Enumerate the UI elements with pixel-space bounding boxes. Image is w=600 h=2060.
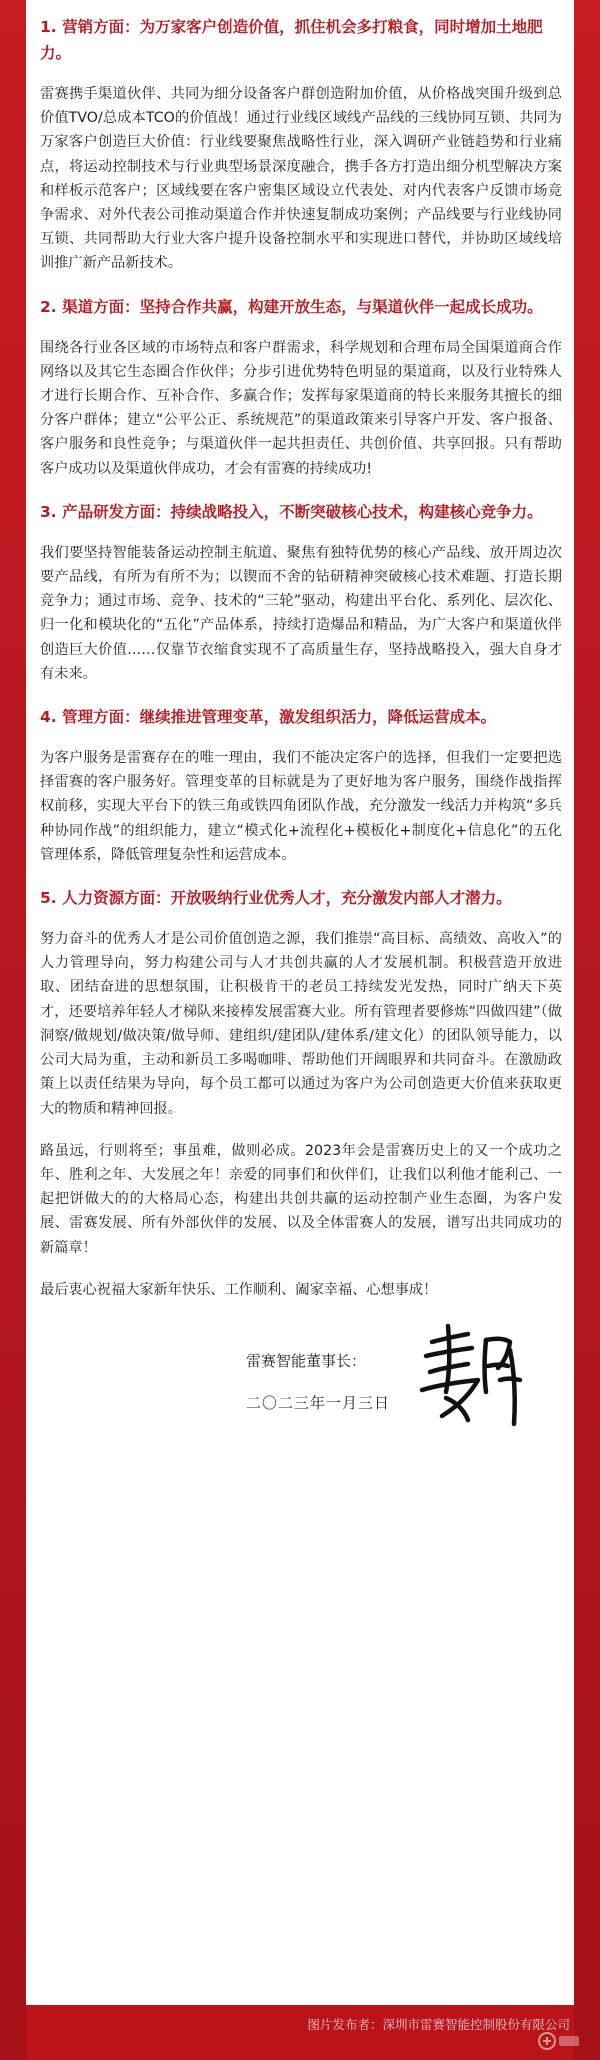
section-body: 我们要坚持智能装备运动控制主航道、聚焦有独特优势的核心产品线、放开周边次要产品线，有所为有所不为；以锲而不舍的钻研精神突破核心技术难题、打造长期竞争力；通过市场、竞争、技术的“三轮”驱动，构建出平台化、系列化、层次化、归一化和模块化的“五化”产品体系，持续打造爆品和精品，为广大客户和渠道伙伴创造巨大价值……仅靠节衣缩食实现不了高质量生存，坚持战略投入，强大自身才有未来。 (40, 544, 562, 682)
section-body: 为客户服务是雷赛存在的唯一理由，我们不能决定客户的选择，但我们一定要把选择雷赛的客户服务好。管理变革的目标就是为了更好地为客户服务，围绕作战指挥权前移，实现大平台下的铁三角或铁四角团队作战，充分激发一线活力并构筑“多兵种协同作战”的组织能力，建立“模式化+流程化+模板化+制度化+信息化”的五化管理体系，降低管理复杂性和运营成本。 (40, 750, 562, 863)
section-heading: 4. 管理方面：继续推进管理变革，激发组织活力，降低运营成本。 (40, 708, 497, 727)
section-management (40, 704, 562, 867)
letter-paper (26, 0, 574, 2005)
handwritten-signature-icon (412, 1320, 532, 1430)
signature-block (40, 1320, 562, 1460)
section-hr (40, 885, 562, 1121)
section-heading: 2. 渠道方面：坚持合作共赢，构建开放生态，与渠道伙伴一起成长成功。 (40, 297, 543, 316)
watermark-logo-icon (536, 2030, 582, 2052)
closing-wishes: 最后衷心祝福大家新年快乐、工作顺利、阖家幸福、心想事成！ (40, 1281, 438, 1298)
signer-title: 雷赛智能董事长： (246, 1351, 367, 1370)
section-rnd (40, 499, 562, 686)
signature-date: 二〇二三年一月三日 (246, 1393, 391, 1412)
section-marketing (40, 14, 562, 276)
section-body: 努力奋斗的优秀人才是公司价值创造之源，我们推崇“高目标、高绩效、高收入”的人力管理导向，努力构建公司与人才共创共赢的人才发展机制。积极营造开放进取、团结奋进的思想氛围，让积极肯干的老员工持续发光发热，同时广纳天下英才，还要培养年轻人才梯队来接棒发展雷赛大业。所有管理者要修炼“四做四建”（做洞察/做规划/做决策/做导师、建组织/建团队/建体系/建文化）的团队领导能力，以公司大局为重，主动和新员工多喝咖啡、帮助他们开阔眼界和共同奋斗。在激励政策上以责任结果为导向，每个员工都可以通过为客户为公司创造更大价值来获取更大的物质和精神回报。 (40, 931, 562, 1117)
section-heading: 5. 人力资源方面：开放吸纳行业优秀人才，充分激发内部人才潜力。 (40, 889, 512, 908)
section-heading: 1. 营销方面：为万家客户创造价值，抓住机会多打粮食，同时增加土地肥力。 (40, 18, 543, 62)
right-red-border (574, 0, 600, 2060)
section-body: 雷赛携手渠道伙伴、共同为细分设备客户群创造附加价值，从价格战突围升级到总价值TVO/总成本TCO的价值战！通过行业线区域线产品线的三线协同互锁、共同为万家客户创造巨大价值：行业线要聚焦战略性行业，深入调研产业链趋势和行业痛点，将运动控制技术与行业典型场景深度融合，携手各方打造出细分机型解决方案和样板示范客户；区域线要在客户密集区域设立代表处、对内代表客户反馈市场竞争需求、对外代表公司推动渠道合作并快速复制成功案例；产品线要与行业线协同互锁、共同帮助大行业大客户提升设备控制水平和实现进口替代，并协助区域线培训推广新产品新技术。 (40, 86, 562, 272)
section-heading: 3. 产品研发方面：持续战略投入，不断突破核心技术，构建核心竞争力。 (40, 502, 543, 521)
closing-paragraph: 路虽远，行则将至；事虽难，做则必成。2023年会是雷赛历史上的又一个成功之年、胜利之年、大发展之年！亲爱的同事们和伙伴们，让我们以利他才能利己、一起把饼做大的的大格局心态，构建出共创共赢的运动控制产业生态圈，为客户发展、雷赛发展、所有外部伙伴的发展、以及全体雷赛人的发展，谱写出共同成功的新篇章！ (40, 1142, 562, 1256)
section-body: 围绕各行业各区域的市场特点和客户群需求，科学规划和合理布局全国渠道商合作网络以及其它生态圈合作伙伴；分步引进优势特色明显的渠道商，以及行业特殊人才进行长期合作、互补合作、多赢合作；发挥每家渠道商的特长来服务其擅长的细分客户群体；建立“公平公正、系统规范”的渠道政策来引导客户开发、客户报备、客户服务和良性竞争；与渠道伙伴一起共担责任、共创价值、共享回报。只有帮助客户成功以及渠道伙伴成功，才会有雷赛的持续成功! (40, 339, 562, 477)
left-red-border (0, 0, 26, 2060)
publisher-caption: 图片发布者：深圳市雷赛智能控制股份有限公司 (307, 2017, 570, 2032)
section-channel (40, 294, 562, 481)
